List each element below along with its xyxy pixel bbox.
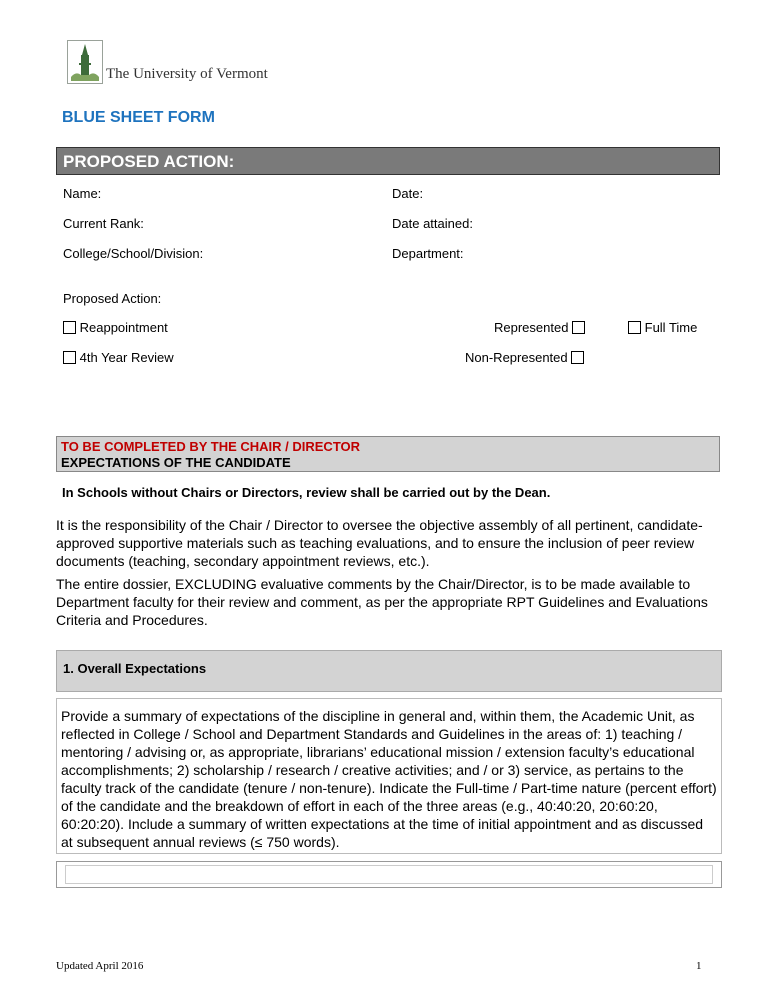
answer-input[interactable] — [65, 865, 713, 884]
college-field[interactable]: College/School/Division: — [63, 246, 204, 261]
expectations-heading: EXPECTATIONS OF THE CANDIDATE — [61, 455, 291, 470]
non-represented-label: Non-Represented — [465, 350, 568, 365]
instructions-box — [56, 698, 722, 854]
fourth-year-label: 4th Year Review — [79, 350, 174, 365]
name-field[interactable]: Name: — [63, 186, 102, 201]
reappointment-checkbox[interactable] — [63, 321, 76, 334]
date-attained-field[interactable]: Date attained: — [392, 216, 473, 231]
date-field[interactable]: Date: — [392, 186, 424, 201]
chair-instruction: TO BE COMPLETED BY THE CHAIR / DIRECTOR — [61, 439, 361, 454]
overall-expectations-title: 1. Overall Expectations — [63, 661, 207, 676]
non-represented-option[interactable] — [465, 350, 584, 365]
full-time-checkbox[interactable] — [628, 321, 641, 334]
fourth-year-checkbox[interactable] — [63, 351, 76, 364]
reappointment-label: Reappointment — [79, 320, 168, 335]
reappointment-option[interactable] — [63, 320, 168, 335]
overall-instructions: Provide a summary of expectations of the discipline in general and, within them, the Academic Unit, as reflected in College / School and Department Standards and Guidelines in the areas of: 1) teaching / mentoring / advising or, as appropriate, librarians’ educational mission / extension faculty’s educational accomplishments; 2) scholarship / research / creative activities; and / or 3) service, as pertains to the faculty track of the candidate (tenure / non-tenure). Indicate the Full-time / Part-time nature (percent effort) of the candidate and the breakdown of effort in each of the three areas (e.g., 40:40:20, 20:60:20, 60:20:20). Include a summary of written expectations at the time of initial appointment and as discussed at subsequent annual reviews (≤ 750 words). — [61, 708, 717, 850]
overall-expectations-header — [56, 650, 722, 692]
department-field[interactable]: Department: — [392, 246, 464, 261]
fourth-year-option[interactable] — [63, 350, 174, 365]
dean-note: In Schools without Chairs or Directors, review shall be carried out by the Dean. — [62, 485, 551, 500]
current-rank-field[interactable]: Current Rank: — [63, 216, 144, 231]
represented-label: Represented — [494, 320, 569, 335]
page-number: 1 — [696, 960, 702, 972]
full-time-label: Full Time — [644, 320, 698, 335]
university-logo — [67, 40, 103, 84]
non-represented-checkbox[interactable] — [571, 351, 584, 364]
responsibility-paragraph: It is the responsibility of the Chair / Director to oversee the objective assembly of all pertinent, candidate-approved supportive materials such as teaching evaluations, and to ensure the inclusion of peer review documents (teaching, secondary appointment reviews, etc.). — [56, 517, 703, 569]
dossier-paragraph: The entire dossier, EXCLUDING evaluative comments by the Chair/Director, is to be made available to Department faculty for their review and comment, as per the appropriate RPT Guidelines and Evaluations Criteria and Procedures. — [56, 576, 708, 628]
proposed-action-header — [56, 147, 720, 175]
logo-text: The University of Vermont — [106, 66, 268, 82]
footer-updated: Updated April 2016 — [56, 960, 144, 972]
full-time-option[interactable] — [628, 320, 697, 335]
proposed-action-title: PROPOSED ACTION: — [63, 152, 235, 171]
tower-icon — [68, 41, 102, 83]
represented-option[interactable] — [494, 320, 585, 335]
form-title: BLUE SHEET FORM — [62, 109, 215, 126]
proposed-action-label: Proposed Action: — [63, 291, 162, 306]
chair-section-header — [56, 436, 720, 472]
represented-checkbox[interactable] — [572, 321, 585, 334]
answer-box[interactable] — [56, 861, 722, 888]
